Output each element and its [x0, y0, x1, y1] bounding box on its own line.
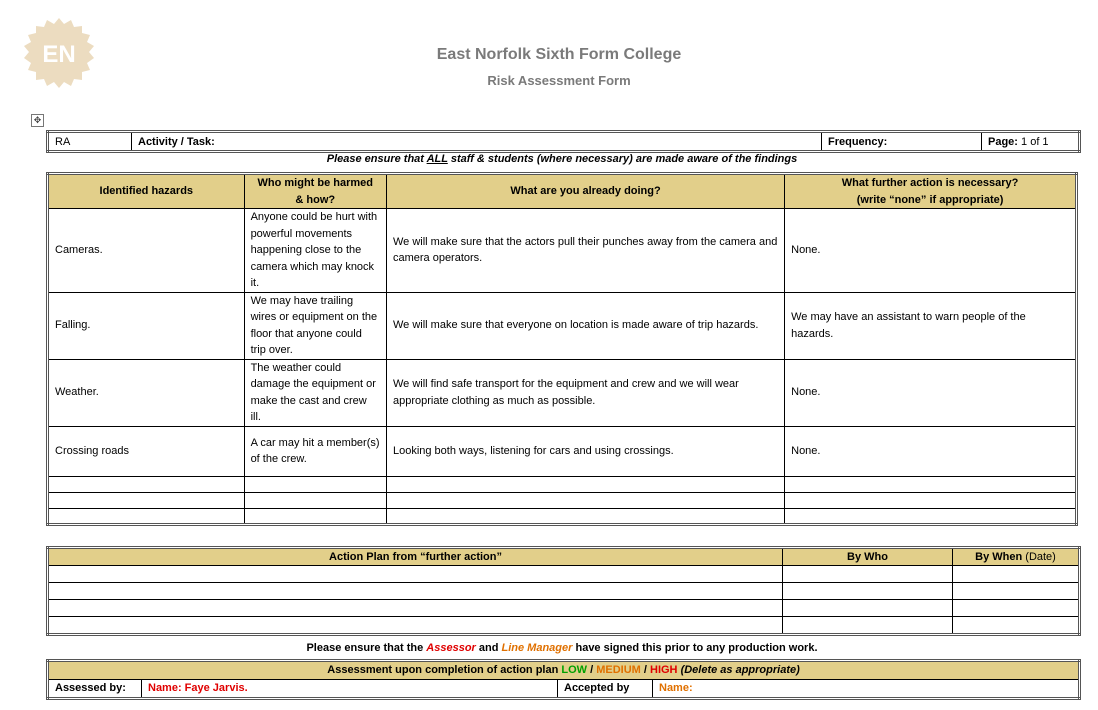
hazard-cell[interactable]: Falling.: [48, 292, 245, 359]
empty-cell[interactable]: [783, 583, 953, 600]
header-further-action: What further action is necessary? (write “none” if appropriate): [785, 174, 1077, 209]
college-name: East Norfolk Sixth Form College: [436, 46, 682, 63]
further-cell[interactable]: None.: [785, 426, 1077, 476]
page-field[interactable]: Page: 1 of 1: [982, 132, 1080, 152]
empty-cell[interactable]: [48, 583, 783, 600]
assessment-table: [46, 659, 1081, 700]
accepted-name-field[interactable]: Name:: [653, 680, 1080, 699]
empty-cell[interactable]: [785, 492, 1077, 508]
empty-cell[interactable]: [48, 566, 783, 583]
further-cell[interactable]: None.: [785, 359, 1077, 426]
further-cell[interactable]: We may have an assistant to warn people of the hazards.: [785, 292, 1077, 359]
ra-field[interactable]: RA: [48, 132, 132, 152]
doing-cell[interactable]: We will find safe transport for the equipment and crew and we will wear appropriate clothing as much as possible.: [386, 359, 784, 426]
empty-cell[interactable]: [48, 617, 783, 635]
header-who-harmed: Who might be harmed & how?: [244, 174, 386, 209]
empty-cell[interactable]: [48, 508, 245, 524]
who-cell[interactable]: The weather could damage the equipment or make the cast and crew ill.: [244, 359, 386, 426]
empty-cell[interactable]: [783, 600, 953, 617]
empty-cell[interactable]: [48, 600, 783, 617]
empty-row: [48, 566, 1080, 583]
doing-cell[interactable]: We will make sure that the actors pull their punches away from the camera and camera operators.: [386, 209, 784, 293]
empty-cell[interactable]: [953, 617, 1080, 635]
empty-cell[interactable]: [785, 476, 1077, 492]
hazards-table: [46, 172, 1078, 526]
empty-cell[interactable]: [953, 600, 1080, 617]
who-cell[interactable]: Anyone could be hurt with powerful movements happening close to the camera which may knock it.: [244, 209, 386, 293]
form-title: Risk Assessment Form: [487, 73, 631, 88]
table-row: [48, 209, 1077, 293]
empty-cell[interactable]: [953, 583, 1080, 600]
doing-cell[interactable]: Looking both ways, listening for cars and using crossings.: [386, 426, 784, 476]
frequency-field[interactable]: Frequency:: [822, 132, 982, 152]
header-action-plan: Action Plan from “further action”: [48, 548, 783, 566]
table-row: [48, 359, 1077, 426]
empty-cell[interactable]: [783, 617, 953, 635]
accepted-by-label: Accepted by: [558, 680, 653, 699]
header-identified-hazards: Identified hazards: [48, 174, 245, 209]
empty-cell[interactable]: [244, 508, 386, 524]
info-table: [46, 130, 1081, 153]
who-cell[interactable]: A car may hit a member(s) of the crew.: [244, 426, 386, 476]
who-cell[interactable]: We may have trailing wires or equipment on the floor that anyone could trip over.: [244, 292, 386, 359]
empty-cell[interactable]: [48, 492, 245, 508]
empty-row: [48, 583, 1080, 600]
empty-cell[interactable]: [244, 492, 386, 508]
assessed-by-label: Assessed by:: [48, 680, 142, 699]
logo-text: EN: [42, 41, 76, 68]
empty-cell[interactable]: [783, 566, 953, 583]
assessment-title: Assessment upon completion of action plan LOW / MEDIUM / HIGH (Delete as appropriate): [48, 661, 1080, 680]
empty-row: [48, 508, 1077, 524]
empty-cell[interactable]: [953, 566, 1080, 583]
hazard-cell[interactable]: Cameras.: [48, 209, 245, 293]
findings-notice: Please ensure that ALL staff & students (where necessary) are made aware of the findings: [326, 153, 798, 165]
empty-row: [48, 617, 1080, 635]
empty-cell[interactable]: [386, 508, 784, 524]
empty-row: [48, 492, 1077, 508]
header-by-who: By Who: [783, 548, 953, 566]
signature-notice: Please ensure that the Assessor and Line Manager have signed this prior to any production work.: [306, 642, 818, 654]
empty-cell[interactable]: [244, 476, 386, 492]
empty-row: [48, 600, 1080, 617]
header-already-doing: What are you already doing?: [386, 174, 784, 209]
empty-row: [48, 476, 1077, 492]
further-cell[interactable]: None.: [785, 209, 1077, 293]
doing-cell[interactable]: We will make sure that everyone on location is made aware of trip hazards.: [386, 292, 784, 359]
empty-cell[interactable]: [48, 476, 245, 492]
empty-cell[interactable]: [386, 492, 784, 508]
hazard-cell[interactable]: Crossing roads: [48, 426, 245, 476]
empty-cell[interactable]: [386, 476, 784, 492]
assessor-name-field[interactable]: Name: Faye Jarvis.: [142, 680, 558, 699]
activity-task-field[interactable]: Activity / Task:: [132, 132, 822, 152]
table-row: [48, 426, 1077, 476]
table-row: [48, 292, 1077, 359]
header-by-when: By When (Date): [953, 548, 1080, 566]
hazard-cell[interactable]: Weather.: [48, 359, 245, 426]
action-plan-table: [46, 546, 1081, 636]
table-move-handle-icon[interactable]: ✥: [31, 114, 44, 127]
empty-cell[interactable]: [785, 508, 1077, 524]
